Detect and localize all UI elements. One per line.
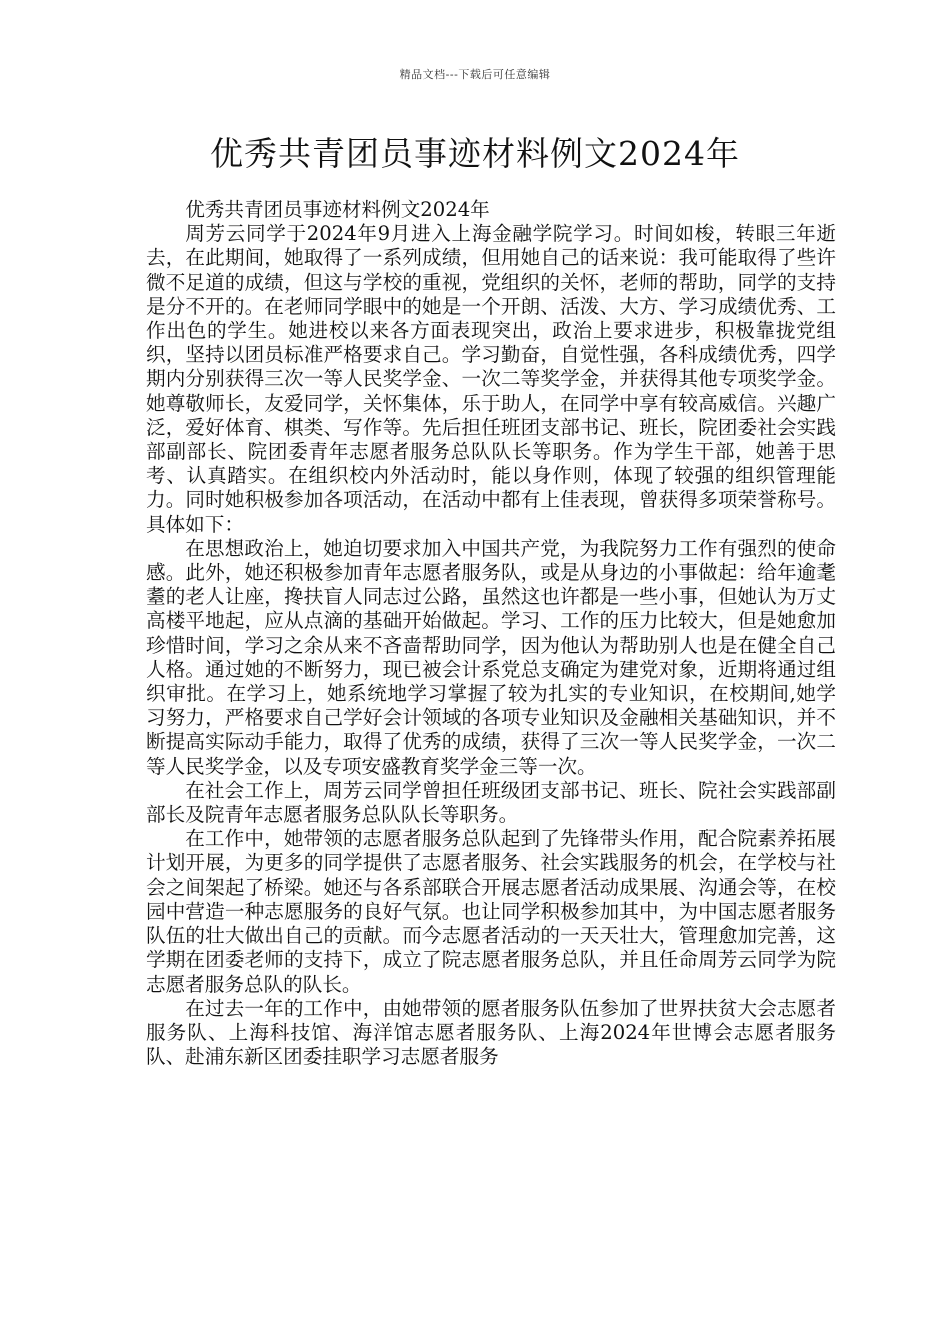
paragraph: 在社会工作上，周芳云同学曾担任班级团支部书记、班长、院社会实践部副部长及院青年志愿者服务总队队长等职务。 bbox=[146, 778, 836, 827]
document-title: 优秀共青团员事迹材料例文2024年 bbox=[210, 134, 740, 173]
paragraph: 在工作中，她带领的志愿者服务总队起到了先锋带头作用，配合院素养拓展计划开展，为更多的同学提供了志愿者服务、社会实践服务的机会，在学校与社会之间架起了桥梁。她还与各系部联合开展志愿者活动成果展、沟通会等，在校园中营造一种志愿服务的良好气氛。也让同学积极参加其中，为中国志愿者服务队伍的壮大做出自己的贡献。而今志愿者活动的一天天壮大，管理愈加完善，这学期在团委老师的支持下，成立了院志愿者服务总队，并且任命周芳云同学为院志愿者服务总队的队长。 bbox=[146, 827, 836, 996]
paragraph: 在思想政治上，她迫切要求加入中国共产党，为我院努力工作有强烈的使命感。此外，她还积极参加青年志愿者服务队，或是从身边的小事做起：给年逾耄耋的老人让座，搀扶盲人同志过公路，虽然这也许都是一些小事，但她认为万丈高楼平地起，应从点滴的基础开始做起。学习、工作的压力比较大，但是她愈加珍惜时间，学习之余从来不吝啬帮助同学，因为他认为帮助别人也是在健全自己人格。通过她的不断努力，现已被会计系党总支确定为建党对象，近期将通过组织审批。在学习上，她系统地学习掌握了较为扎实的专业知识，在校期间,她学习努力，严格要求自己学好会计领域的各项专业知识及金融相关基础知识，并不断提高实际动手能力，取得了优秀的成绩，获得了三次一等人民奖学金，一次二等人民奖学金，以及专项安盛教育奖学金三等一次。 bbox=[146, 536, 836, 778]
paragraph: 优秀共青团员事迹材料例文2024年 bbox=[185, 198, 490, 221]
paragraph: 在过去一年的工作中，由她带领的愿者服务队伍参加了世界扶贫大会志愿者服务队、上海科技馆、海洋馆志愿者服务队、上海2024年世博会志愿者服务队、赴浦东新区团委挂职学习志愿者服务 bbox=[146, 996, 836, 1069]
header-note: 精品文档---下载后可任意编辑 bbox=[399, 68, 551, 81]
document-body bbox=[146, 198, 836, 1069]
paragraph: 周芳云同学于2024年9月进入上海金融学院学习。时间如梭，转眼三年逝去，在此期间，她取得了一系列成绩，但用她自己的话来说：我可能取得了些许微不足道的成绩，但这与学校的重视，党组织的关怀，老师的帮助，同学的支持是分不开的。在老师同学眼中的她是一个开朗、活泼、大方、学习成绩优秀、工作出色的学生。她进校以来各方面表现突出，政治上要求进步，积极靠拢党组织，坚持以团员标准严格要求自己。学习勤奋，自觉性强，各科成绩优秀，四学期内分别获得三次一等人民奖学金、一次二等奖学金，并获得其他专项奖学金。她尊敬师长，友爱同学，关怀集体，乐于助人，在同学中享有较高威信。兴趣广泛，爱好体育、棋类、写作等。先后担任班团支部书记、班长，院团委社会实践部副部长、院团委青年志愿者服务总队队长等职务。作为学生干部，她善于思考、认真踏实。在组织校内外活动时，能以身作则，体现了较强的组织管理能力。同时她积极参加各项活动，在活动中都有上佳表现，曾获得多项荣誉称号。具体如下： bbox=[146, 222, 836, 536]
